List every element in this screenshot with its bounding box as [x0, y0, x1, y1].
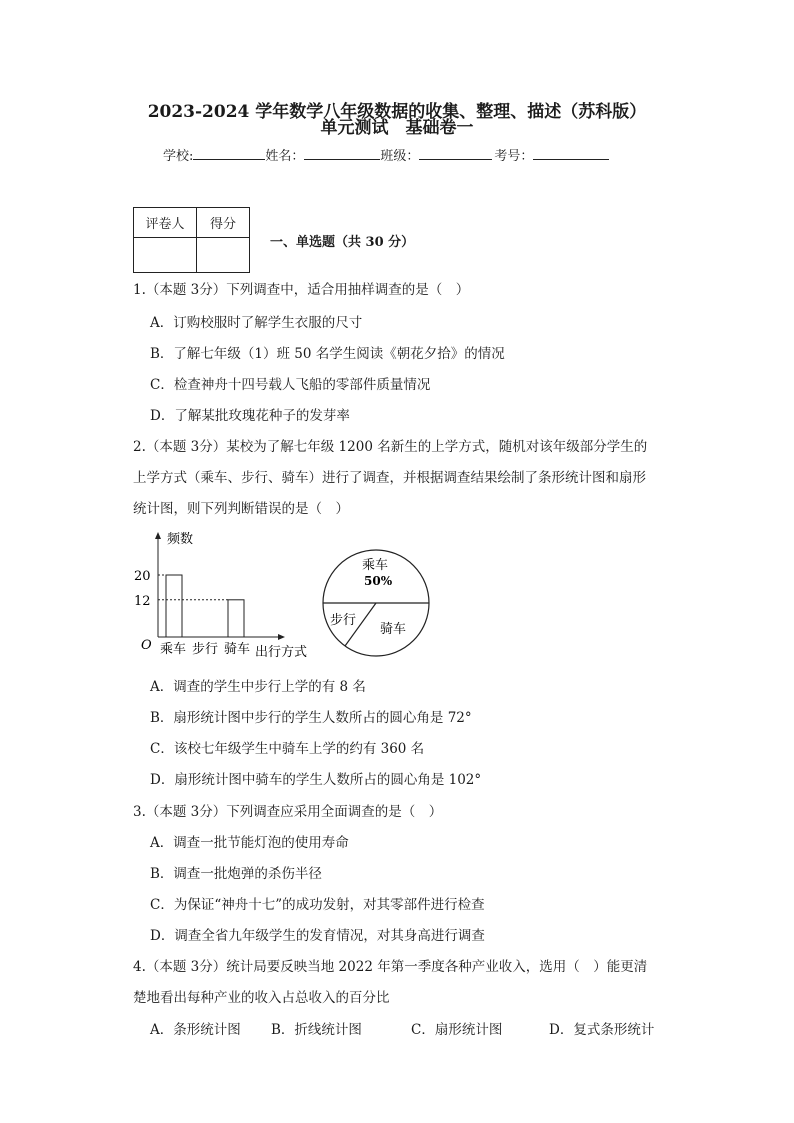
pie-slice-bu-xing-label: 步行: [330, 613, 357, 628]
question-4-option-d: D．复式条形统计: [549, 1022, 655, 1038]
question-1-option-a: A．订购校服时了解学生衣服的尺寸: [150, 315, 363, 331]
question-2-option-d: D．扇形统计图中骑车的学生人数所占的圆心角是 102°: [150, 772, 482, 788]
question-4-option-c: C．扇形统计图: [411, 1022, 503, 1038]
x-axis-arrow: [278, 634, 285, 640]
question-4-option-b: B．折线统计图: [271, 1022, 362, 1038]
question-2-stem-line2: 上学方式（乘车、步行、骑车）进行了调查，并根据调查结果绘制了条形统计图和扇形: [133, 470, 646, 486]
exam-title-line1: 2023-2024 学年数学八年级数据的收集、整理、描述（苏科版）: [147, 102, 647, 122]
name-label: 姓名：: [265, 149, 305, 164]
question-2-stem-line1: 2.（本题 3分）某校为了解七年级 1200 名新生的上学方式，随机对该年级部分学生的: [133, 439, 648, 455]
bar-cheng-che: [166, 575, 182, 637]
question-2-option-a: A．调查的学生中步行上学的有 8 名: [150, 679, 366, 695]
score-header: 得分: [197, 208, 250, 238]
question-1-option-b: B．了解七年级（1）班 50 名学生阅读《朝花夕拾》的情况: [150, 346, 505, 362]
class-blank: [419, 147, 492, 160]
student-info-line: [163, 145, 609, 164]
y-axis-label: 频数: [167, 532, 194, 547]
score-cell: [197, 238, 250, 273]
name-blank: [304, 147, 380, 160]
exam-title-line2: 单元测试 基础卷一: [320, 118, 474, 138]
section-title: 一、单选题（共 30 分）: [270, 235, 415, 250]
origin-label: O: [141, 638, 152, 653]
number-blank: [533, 147, 609, 160]
pie-slice-qi-che-label: 骑车: [380, 622, 407, 637]
score-table: [133, 207, 250, 273]
pie-slice-cheng-che-label: 乘车: [362, 558, 389, 573]
question-3-option-c: C．为保证“神舟十七”的成功发射，对其零部件进行检查: [150, 897, 485, 913]
question-1-option-d: D．了解某批玫瑰花种子的发芽率: [150, 408, 350, 424]
class-label: 班级：: [380, 149, 420, 164]
pie-slice-cheng-che-percent: 50%: [364, 574, 393, 588]
y-tick-12: 12: [134, 593, 151, 609]
bar-qi-che: [228, 600, 244, 637]
x-tick-qi-che: 骑车: [224, 642, 251, 657]
question-3-stem: 3.（本题 3分）下列调查应采用全面调查的是（ ）: [133, 804, 443, 820]
x-axis-label: 出行方式: [255, 645, 308, 660]
question-3-option-b: B．调查一批炮弹的杀伤半径: [150, 866, 322, 882]
school-blank: [193, 147, 265, 160]
question-4-stem-line2: 楚地看出每种产业的收入占总收入的百分比: [133, 990, 390, 1006]
question-1-option-c: C．检查神舟十四号载人飞船的零部件质量情况: [150, 377, 431, 393]
number-label: 考号：: [494, 149, 534, 164]
x-tick-cheng-che: 乘车: [160, 642, 187, 657]
question-4-option-a: A．条形统计图: [150, 1022, 241, 1038]
question-4-stem-line1: 4.（本题 3分）统计局要反映当地 2022 年第一季度各种产业收入，选用（ ）能更清: [133, 959, 648, 975]
pie-chart: [318, 545, 434, 661]
question-3-option-d: D．调查全省九年级学生的发育情况，对其身高进行调查: [150, 928, 485, 944]
reviewer-header: 评卷人: [134, 208, 197, 238]
reviewer-cell: [134, 238, 197, 273]
question-2-stem-line3: 统计图，则下列判断错误的是（ ）: [133, 501, 349, 517]
question-3-option-a: A．调查一批节能灯泡的使用寿命: [150, 835, 349, 851]
question-1-stem: 1.（本题 3分）下列调查中，适合用抽样调查的是（ ）: [133, 282, 470, 298]
bar-chart: [133, 527, 318, 662]
question-2-option-c: C．该校七年级学生中骑车上学的约有 360 名: [150, 741, 425, 757]
x-tick-bu-xing: 步行: [192, 642, 219, 657]
y-tick-20: 20: [134, 569, 151, 584]
school-label: 学校:: [163, 149, 194, 164]
y-axis-arrow: [155, 532, 161, 539]
question-2-option-b: B．扇形统计图中步行的学生人数所占的圆心角是 72°: [150, 710, 472, 726]
